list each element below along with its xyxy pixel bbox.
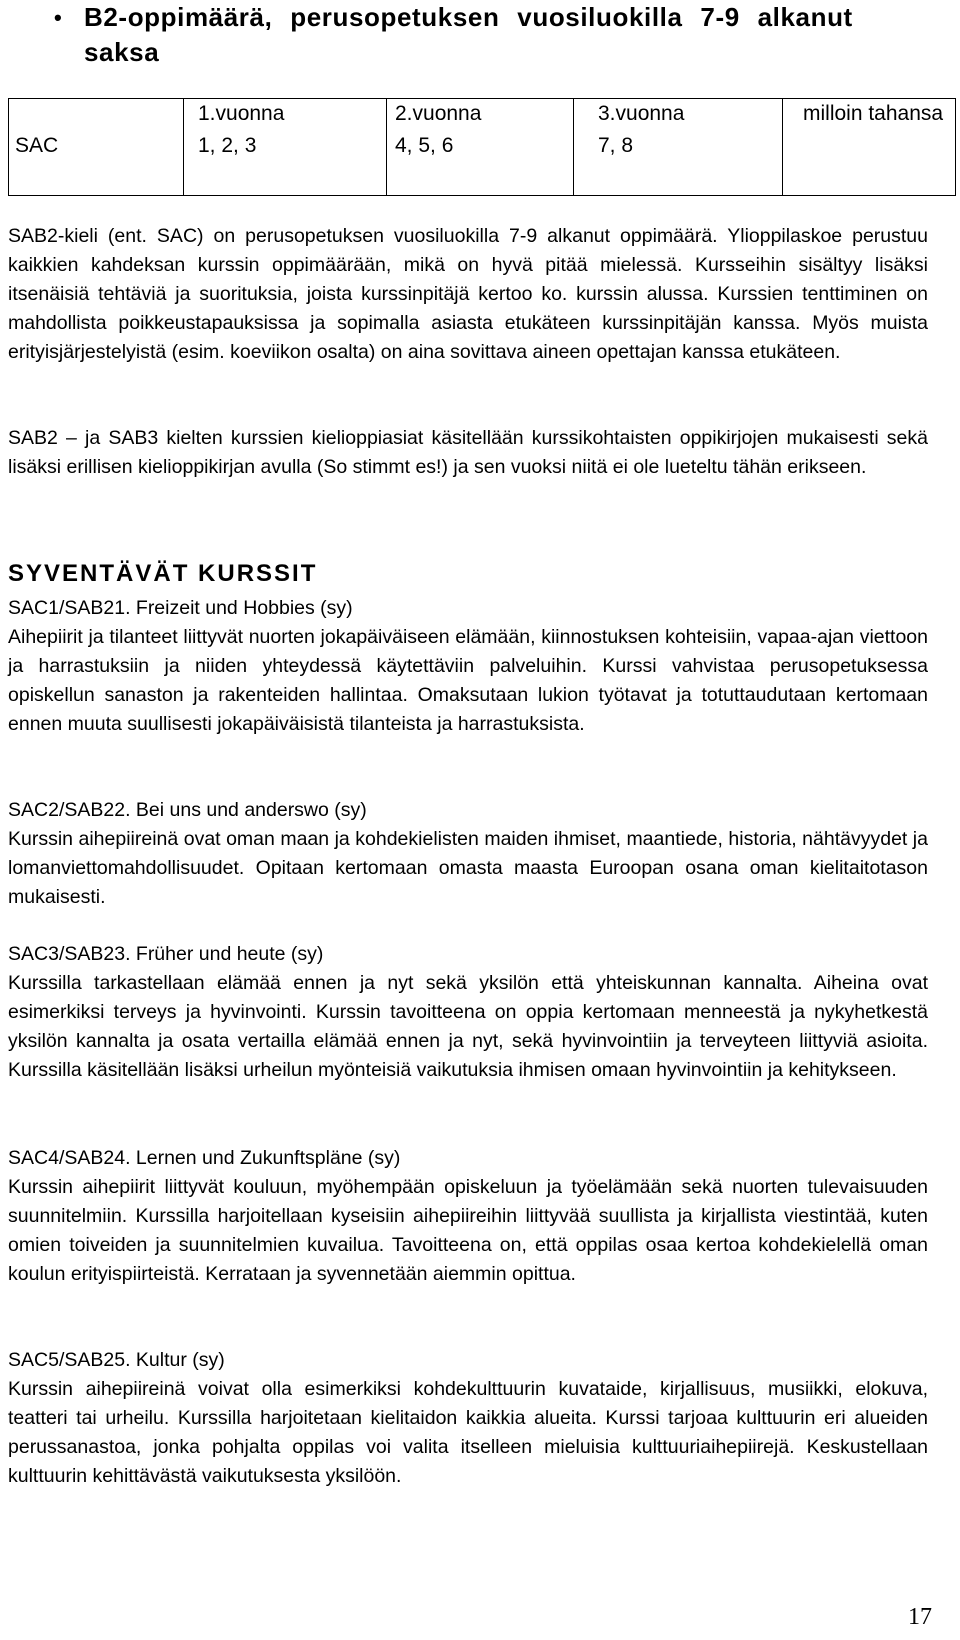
section-title: SYVENTÄVÄT KURSSIT — [8, 560, 318, 587]
table-cell: 7, 8 — [574, 131, 783, 196]
table-cell — [783, 131, 956, 196]
course-block — [8, 1346, 928, 1491]
table-cell: milloin tahansa — [783, 99, 956, 132]
course-title: SAC5/SAB25. Kultur (sy) — [8, 1349, 225, 1371]
table-row — [9, 131, 956, 196]
table-cell: 4, 5, 6 — [387, 131, 574, 196]
heading-text: B2-oppimäärä, perusopetuksen vuosiluokilla 7-9 alkanut saksa — [84, 2, 853, 67]
table-cell: 1, 2, 3 — [184, 131, 387, 196]
course-block — [8, 594, 928, 739]
course-schedule-table — [8, 98, 956, 196]
course-block — [8, 796, 928, 912]
course-description: Kurssin aihepiireinä ovat oman maan ja kohdekielisten maiden ihmiset, maantiede, historia, nähtävyydet ja lomanviettomahdollisuudet. Opitaan kertomaan omasta maasta Euroopan osana oman kielitaitotason mukaisesti. — [8, 828, 928, 908]
table-header-row — [9, 99, 956, 132]
course-title: SAC4/SAB24. Lernen und Zukunftspläne (sy) — [8, 1147, 401, 1169]
course-block — [8, 940, 928, 1085]
intro-paragraph-1: SAB2-kieli (ent. SAC) on perusopetuksen vuosiluokilla 7-9 alkanut oppimäärä. Ylioppilaskoe perustuu kaikkien kahdeksan kurssin oppimäärään, mikä on hyvä pitää mielessä. Kursseihin sisältyy lisäksi itsenäisiä tehtäviä ja suorituksia, joista kurssinpitäjä kertoo ko. kurssin alussa. Kurssien tenttiminen on mahdollista poikkeustapauksissa ja sopimalla asiasta etukäteen kurssinpitäjän kanssa. Myös muista erityisjärjestelyistä (esim. koeviikon osalta) on aina sovittava aineen opettajan kanssa etukäteen. — [8, 225, 928, 363]
course-title: SAC1/SAB21. Freizeit und Hobbies (sy) — [8, 597, 353, 619]
course-description: Kurssin aihepiireinä voivat olla esimerkiksi kohdekulttuurin kuvataide, kirjallisuus, musiikki, elokuva, teatteri tai urheilu. Kurssilla harjoitetaan kielitaidon kaikkia alueita. Kurssi tarjoaa kulttuurin eri alueiden perussanastoa, jonka pohjalta oppilas voi valita itselleen mieluisia kulttuuriaihepiirejä. Keskustellaan kulttuurin kehittävästä vaikutuksesta yksilöön. — [8, 1378, 928, 1487]
course-title: SAC2/SAB22. Bei uns und anderswo (sy) — [8, 799, 367, 821]
bullet-heading — [54, 0, 934, 70]
table-cell: 3.vuonna — [574, 99, 783, 132]
table-cell: 2.vuonna — [387, 99, 574, 132]
intro-paragraph-2: SAB2 – ja SAB3 kielten kurssien kielioppiasiat käsitellään kurssikohtaisten oppikirjojen mukaisesti sekä lisäksi erillisen kielioppikirjan avulla (So stimmt es!) ja sen vuoksi niitä ei ole lueteltu tähän erikseen. — [8, 427, 928, 478]
table-cell: 1.vuonna — [184, 99, 387, 132]
course-title: SAC3/SAB23. Früher und heute (sy) — [8, 943, 324, 965]
table-cell: SAC — [9, 131, 184, 196]
page-number: 17 — [908, 1604, 932, 1630]
course-block — [8, 1144, 928, 1289]
course-description: Kurssilla tarkastellaan elämää ennen ja nyt sekä yksilön että yhteiskunnan kannalta. Aiheina ovat esimerkiksi terveys ja hyvinvointi. Kurssin tavoitteena on oppia kertomaan menneestä ja nykyhetkestä yksilön kannalta ja osata vertailla elämää ennen ja nyt, sekä hyvinvointiin ja terveyteen liittyviä asioita. Kurssilla käsitellään lisäksi urheilun myönteisiä vaikutuksia ihmisen omaan hyvinvointiin ja kehitykseen. — [8, 972, 928, 1081]
course-description: Aihepiirit ja tilanteet liittyvät nuorten jokapäiväiseen elämään, kiinnostuksen kohteisiin, vapaa-ajan viettoon ja harrastuksiin ja niiden yhteydessä käytettäviin palveluihin. Kurssi vahvistaa perusopetuksessa opiskellun sanaston ja rakenteiden hallintaa. Omaksutaan lukion työtavat ja totuttaudutaan kertomaan ennen muuta suullisesti jokapäiväisistä tilanteista ja harrastuksista. — [8, 626, 928, 735]
course-description: Kurssin aihepiirit liittyvät kouluun, myöhempään opiskeluun ja työelämään sekä nuorten tulevaisuuden suunnitelmiin. Kurssilla harjoitellaan kyseisiin aihepiireihin liittyvää suullista ja kirjallista viestintää, kuten omien toiveiden ja suunnitelmien kuvailua. Tavoitteena on, että oppilas osaa kertoa kohdekielellä oman koulun erityispiirteistä. Kerrataan ja syvennetään aiemmin opittua. — [8, 1176, 928, 1285]
bullet-icon: • — [54, 5, 63, 30]
table-cell — [9, 99, 184, 132]
